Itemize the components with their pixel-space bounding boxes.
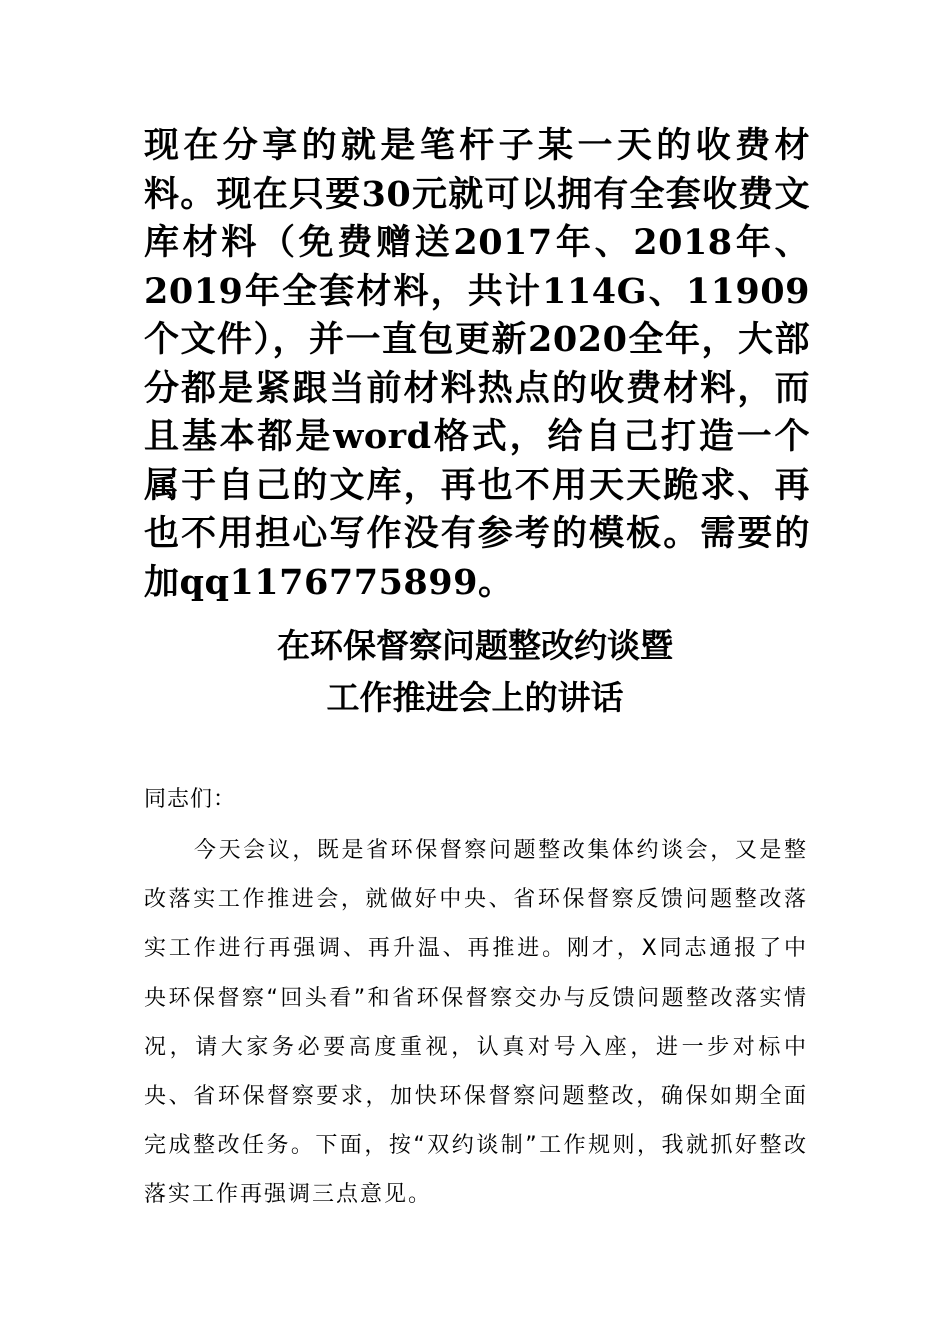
title-line-1: 在环保督察问题整改约谈暨: [277, 626, 673, 665]
promo-paragraph: 现在分享的就是笔杆子某一天的收费材料。现在只要30元就可以拥有全套收费文库材料（免费赠送2017年、2018年、2019年全套材料，共计114G、11909个文件），并一直包更新2020全年，大部分都是紧跟当前材料热点的收费材料，而且基本都是word格式，给自己打造一个属于自己的文库，再也不用天天跪求、再也不用担心写作没有参考的模板。需要的加qq1176775899。: [144, 125, 810, 603]
salutation: 同志们：: [144, 787, 237, 812]
title-line-2: 工作推进会上的讲话: [326, 678, 624, 717]
speech-title: [100, 620, 850, 724]
body-paragraph: 今天会议，既是省环保督察问题整改集体约谈会，又是整改落实工作推进会，就做好中央、省环保督察反馈问题整改落实工作进行再强调、再升温、再推进。刚才，X同志通报了中央环保督察“回头看”和省环保督察交办与反馈问题整改落实情况，请大家务必要高度重视，认真对号入座，进一步对标中央、省环保督察要求，加快环保督察问题整改，确保如期全面完成整改任务。下面，按“双约谈制”工作规则，我就抓好整改落实工作再强调三点意见。: [144, 838, 809, 1208]
